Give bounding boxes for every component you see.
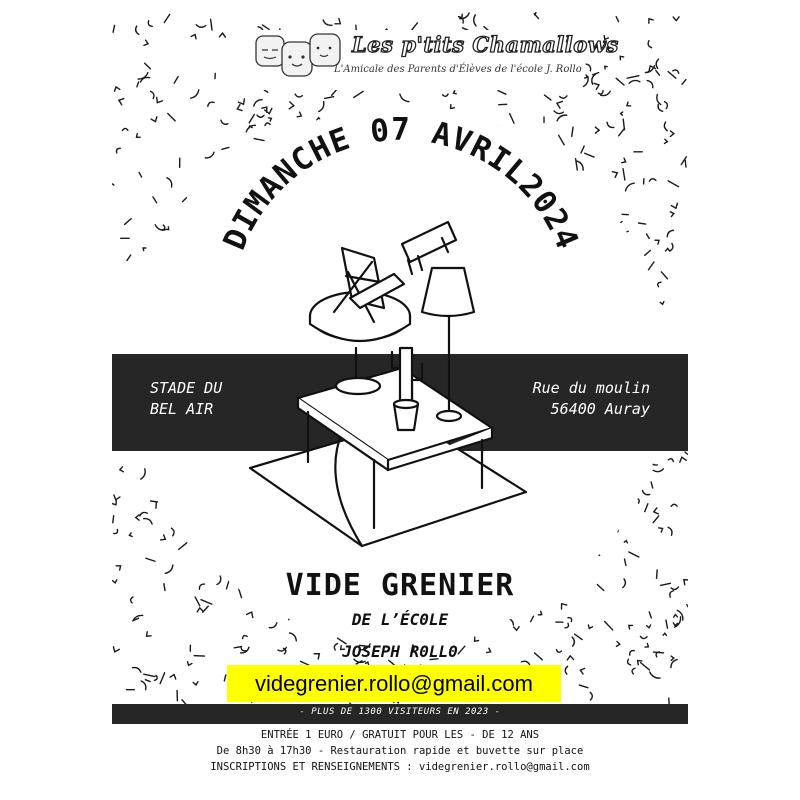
address-street: Rue du moulin [532, 379, 650, 397]
venue-line-2: BEL AIR [150, 400, 214, 418]
poster [112, 12, 688, 788]
entry-fee-line: ENTRÉE 1 EURO / GRATUIT POUR LES - DE 12 ANS [260, 729, 540, 741]
logo-title: Les p'tits Chamallows [352, 32, 619, 57]
event-subtitle-2: JOSEPH R0LL0 [342, 642, 458, 661]
floor-lamp-icon [422, 268, 474, 316]
stool-icon [402, 222, 456, 262]
logo-subtitle: L'Amicale des Parents d'Élèves de l'école J. Rollo [334, 64, 582, 75]
venue-line-1: STADE DU [150, 379, 223, 397]
cactus-icon [400, 348, 412, 404]
event-title: VIDE GRENIER [285, 568, 515, 603]
event-subtitle-1: DE L’ÉC0LE [351, 610, 449, 629]
registration-line: INSCRIPTIONS ET RENSEIGNEMENTS : videgrenier.rollo@gmail.com [210, 761, 590, 773]
visitors-count: - PLUS DE 1300 VISITEURS EN 2023 - [299, 707, 501, 717]
hours-line: De 8h30 à 17h30 - Restauration rapide et buvette sur place [216, 745, 584, 757]
address-city: 56400 Auray [550, 400, 650, 418]
contact-email-highlight[interactable]: videgrenier.rollo@gmail.com [227, 665, 561, 702]
event-date: DIMANCHE 07 AVRIL2024 [216, 112, 586, 255]
